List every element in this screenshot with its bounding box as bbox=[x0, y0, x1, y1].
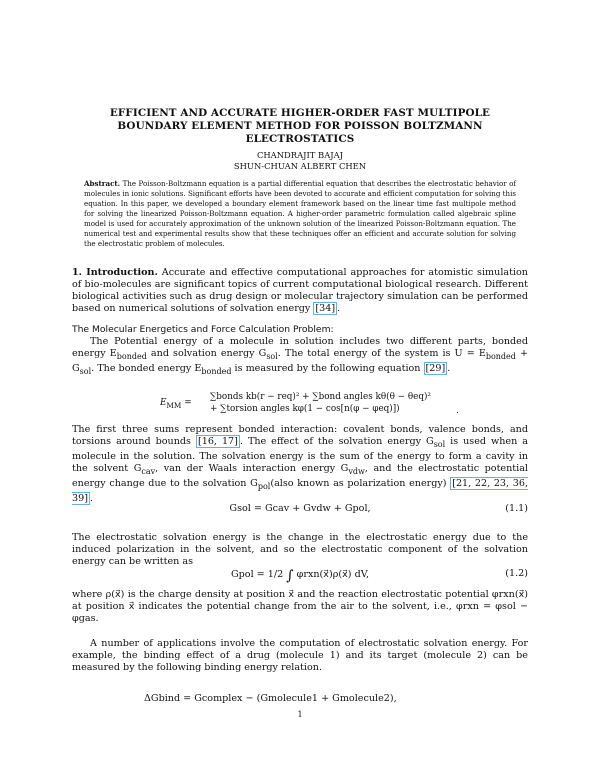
title-line-2: BOUNDARY ELEMENT METHOD FOR POISSON BOLTZMANN bbox=[117, 120, 483, 132]
subscript: vdw bbox=[348, 466, 365, 476]
text-run: , van der Waals interaction energy G bbox=[155, 462, 349, 474]
subscript: sol bbox=[266, 351, 278, 361]
equation-expression: ΔGbind = Gcomplex − (Gmolecule1 + Gmolecule2), bbox=[144, 693, 397, 704]
integral-sign: ∫ bbox=[286, 568, 294, 584]
equation-number: (1.1) bbox=[505, 503, 528, 514]
subscript: bonded bbox=[116, 351, 147, 361]
equation-expression bbox=[72, 568, 528, 584]
equation-expression: Gsol = Gcav + Gvdw + Gpol, bbox=[229, 503, 371, 514]
paragraph-applications: A number of applications involve the computation of electrostatic solvation energy. For example, the binding effect of a drug (molecule 1) and its target (molecule 2) can be measured by the following binding energy relation. bbox=[72, 638, 528, 673]
author-list bbox=[72, 150, 528, 172]
equals-sign: = bbox=[184, 398, 192, 408]
punct: . bbox=[447, 362, 451, 374]
fraction: 1/2 bbox=[267, 569, 284, 580]
paragraph-solvation bbox=[72, 424, 528, 505]
subscript: bonded bbox=[201, 366, 232, 376]
equation-lhs: Gpol = bbox=[230, 569, 268, 580]
paragraph-charge-density: where ρ(x⃗) is the charge density at position x⃗ and the reaction electrostatic potential φrxn(x⃗) at position x⃗ indicates the potential change from the air to the solvent, i.e., φrxn = φsol − φgas. bbox=[72, 589, 528, 624]
equation-number: (1.2) bbox=[505, 568, 528, 579]
equation-line-2: + ∑torsion angles kφ(1 − cos[n(φ − φeq)]) bbox=[210, 404, 400, 414]
abstract bbox=[84, 179, 516, 249]
equation-1-1 bbox=[72, 503, 528, 517]
author-1: CHANDRAJIT BAJAJ bbox=[256, 150, 344, 160]
text-run: is used when a molecule in the solution. The solvation energy is the sum of the energy to form a cavity in the solvent G bbox=[72, 436, 528, 474]
paragraph-electrostatic: The electrostatic solvation energy is the change in the electrostatic energy due to the induced polarization in the solvent, and so the electrostatic component of the solvation energy can be written as bbox=[72, 532, 528, 567]
subheading: The Molecular Energetics and Force Calculation Problem: bbox=[72, 324, 334, 335]
author-2: SHUN-CHUAN ALBERT CHEN bbox=[233, 161, 367, 171]
abstract-label: Abstract. bbox=[84, 179, 121, 188]
subscript: sol bbox=[433, 439, 446, 449]
punct: . bbox=[89, 492, 94, 504]
citation-link[interactable]: [16, 17] bbox=[197, 436, 238, 447]
symbol: E bbox=[160, 398, 167, 408]
punct: . bbox=[337, 303, 341, 314]
abstract-text: The Poisson-Boltzmann equation is a partial differential equation that describes the electrostatic behavior of molecules in ionic solutions. Significant efforts have been devoted to accurate and efficient computation for solving this equation. In this paper, we developed a boundary element framework based on the linear time fast multipole method for solving the linearized Poisson-Boltzmann equation. A higher-order parametric formulation called algebraic spline model is used for accurately approximation of the unknown solution of the linearized Poisson-Boltzmann equation. The numerical test and experimental results show that these techniques offer an efficient and accurate solution for solving the electrostatic problem of molecules. bbox=[84, 179, 516, 248]
equation-lhs bbox=[160, 397, 192, 412]
title-line-3: ELECTROSTATICS bbox=[245, 133, 355, 145]
section-introduction bbox=[72, 267, 528, 315]
text-run: is measured by the following equation bbox=[231, 362, 424, 374]
subscript: sol bbox=[79, 366, 92, 376]
intro-text: Accurate and effective computational approaches for atomistic simulation of bio-molecules are significant topics of current computational biological research. Different biological activities such as drug design or molecular trajectory simulation can be performed based on numerical solutions of solvation energy bbox=[72, 267, 528, 314]
subscript: MM bbox=[166, 400, 182, 410]
text-run: . The effect of the solvation energy G bbox=[239, 436, 434, 447]
text-run: The first three sums represent bonded interaction: covalent bonds, valence bonds, and torsions around bounds bbox=[72, 424, 528, 447]
equation-rhs: φrxn(x⃗)ρ(x⃗) dV, bbox=[296, 569, 370, 580]
section-heading: 1. Introduction. bbox=[72, 267, 158, 278]
subscript: cav bbox=[141, 466, 156, 476]
equation-1-2 bbox=[72, 568, 528, 582]
equation-period: . bbox=[456, 406, 459, 416]
text-run: + G bbox=[72, 348, 529, 374]
text-run: The Potential energy of a molecule in solution includes two different parts, bonded energy E bbox=[72, 336, 528, 359]
text-run: . The bonded energy E bbox=[91, 362, 202, 374]
text-run: (also known as polarization energy) bbox=[270, 477, 451, 489]
citation-link[interactable]: [34] bbox=[315, 303, 336, 314]
equation-binding bbox=[72, 693, 528, 707]
title-line-1: EFFICIENT AND ACCURATE HIGHER-ORDER FAST MULTIPOLE bbox=[109, 107, 491, 119]
citation-link[interactable]: [29] bbox=[425, 362, 446, 374]
page-number: 1 bbox=[297, 710, 303, 719]
text-run: , and the electrostatic potential energy change due to the solvation G bbox=[72, 462, 528, 489]
paragraph-energy bbox=[72, 336, 528, 378]
text-run: and solvation energy G bbox=[146, 348, 267, 359]
subscript: pol bbox=[257, 481, 271, 491]
citation-link[interactable]: [21, 22, 23, 36, 39] bbox=[72, 477, 529, 504]
paper-title bbox=[72, 107, 528, 146]
equation-line-1: ∑bonds kb(r − req)² + ∑bond angles kθ(θ − θeq)² bbox=[210, 392, 431, 402]
text-run: . The total energy of the system is U = E bbox=[277, 348, 486, 359]
subscript: bonded bbox=[485, 351, 516, 361]
